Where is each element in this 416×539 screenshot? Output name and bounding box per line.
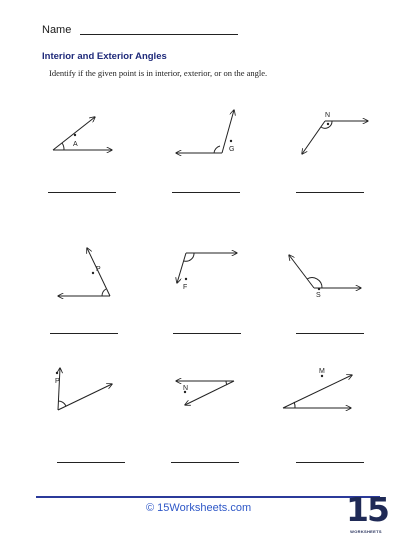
point-label-9: M bbox=[319, 368, 325, 375]
point-dot-3 bbox=[327, 123, 329, 125]
worksheet-title: Interior and Exterior Angles bbox=[42, 51, 167, 62]
answer-line-3[interactable] bbox=[296, 192, 364, 193]
point-dot-9 bbox=[321, 375, 323, 377]
point-label-7: P bbox=[55, 378, 60, 385]
angle-figure-6 bbox=[289, 255, 361, 288]
answer-line-2[interactable] bbox=[172, 192, 240, 193]
point-label-4: P bbox=[96, 266, 101, 273]
logo-word: WORKSHEETS bbox=[350, 529, 382, 534]
footer-copyright-link[interactable]: © 15Worksheets.com bbox=[146, 502, 252, 514]
point-label-8: N bbox=[183, 385, 189, 392]
point-label-5: F bbox=[183, 284, 188, 291]
name-label: Name bbox=[42, 24, 72, 36]
answer-line-7[interactable] bbox=[57, 462, 125, 463]
footer-divider bbox=[36, 496, 380, 498]
point-label-6: S bbox=[316, 292, 321, 299]
point-label-1: A bbox=[73, 141, 78, 148]
angle-figure-7 bbox=[58, 368, 112, 410]
angle-figure-1 bbox=[53, 117, 112, 150]
brand-logo bbox=[346, 492, 386, 536]
angle-figure-3 bbox=[302, 121, 368, 154]
point-dot-7 bbox=[56, 372, 58, 374]
instructions: Identify if the given point is in interior, exterior, or on the angle. bbox=[49, 68, 268, 78]
logo-number: 15 bbox=[346, 490, 388, 529]
point-dot-2 bbox=[230, 140, 232, 142]
angle-figure-9 bbox=[283, 375, 352, 408]
point-label-2: G bbox=[229, 146, 235, 153]
angle-figure-4 bbox=[58, 248, 110, 296]
answer-line-8[interactable] bbox=[171, 462, 239, 463]
answer-line-9[interactable] bbox=[296, 462, 364, 463]
answer-line-6[interactable] bbox=[296, 333, 364, 334]
point-label-3: N bbox=[325, 112, 331, 119]
point-dot-4 bbox=[92, 272, 94, 274]
point-dot-1 bbox=[74, 134, 76, 136]
point-dot-5 bbox=[185, 278, 187, 280]
answer-line-5[interactable] bbox=[173, 333, 241, 334]
point-dot-6 bbox=[318, 288, 320, 290]
angle-figure-2 bbox=[176, 110, 234, 153]
answer-line-4[interactable] bbox=[50, 333, 118, 334]
answer-line-1[interactable] bbox=[48, 192, 116, 193]
